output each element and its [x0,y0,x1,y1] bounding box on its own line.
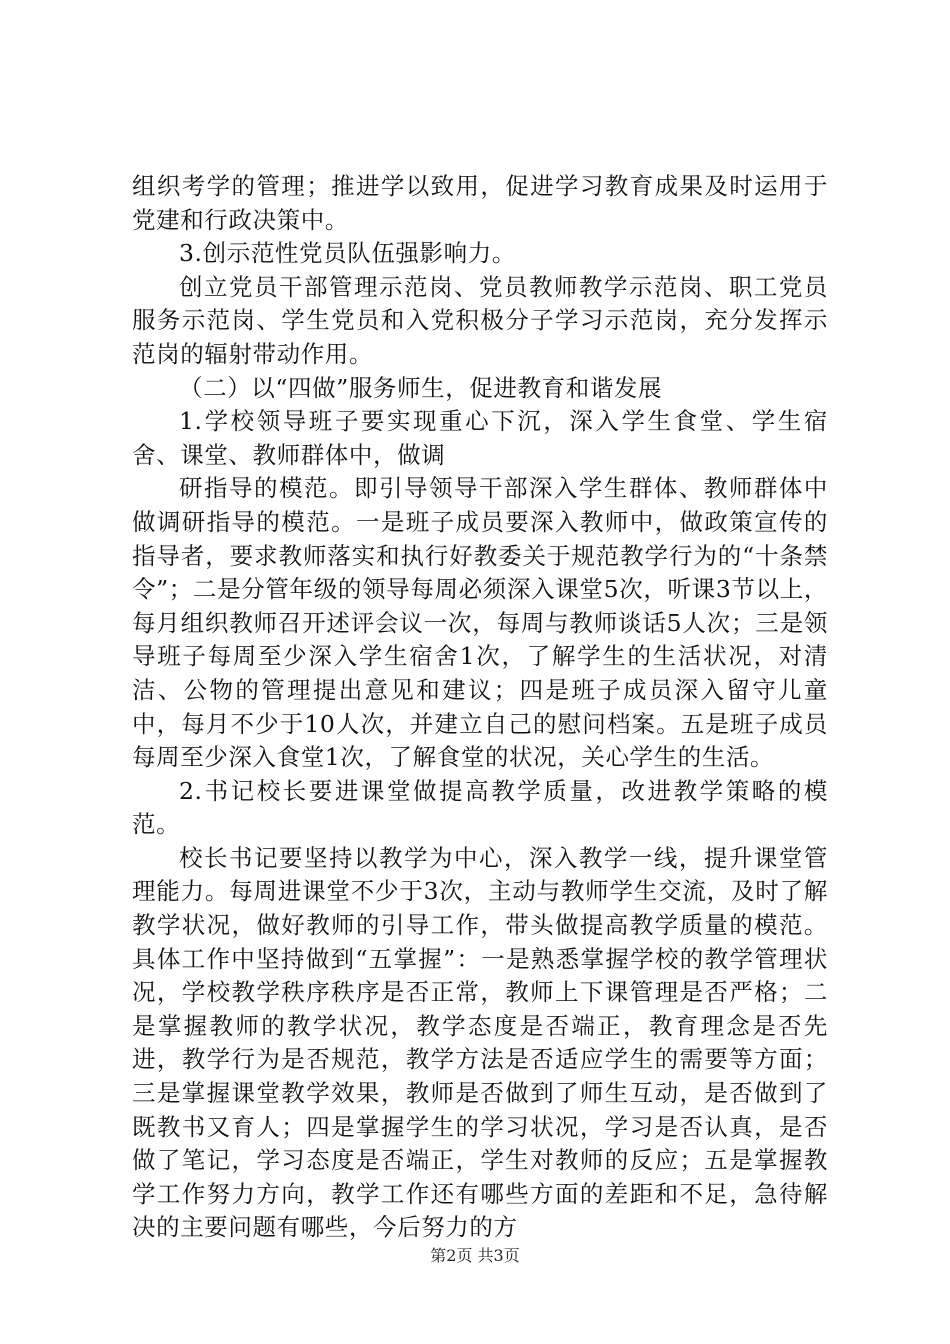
paragraph-5: 2.书记校长要进课堂做提高教学质量，改进教学策略的模范。 [132,776,828,839]
paragraph-1: 组织考学的管理；推进学以致用，促进学习教育成果及时运用于党建和行政决策中。 [132,172,828,234]
section-heading-3: 3.创示范性党员队伍强影响力。 [179,239,516,268]
document-body [132,170,828,1245]
paragraph-6: 校长书记要坚持以教学为中心，深入教学一线，提升课堂管理能力。每周进课堂不少于3次，主动与教师学生交流，及时了解教学状况，做好教师的引导工作，带头做提高教学质量的模范。具体工作中坚持做到“五掌握”：一是熟悉掌握学校的教学管理状况，学校教学秩序秩序是否正常，教师上下课管理是否严格；二是掌握教师的教学状况，教学态度是否端正，教育理念是否先进，教学行为是否规范，教学方法是否适应学生的需要等方面；三是掌握课堂教学效果，教师是否做到了师生互动，是否做到了既教书又育人；四是掌握学生的学习状况，学习是否认真，是否做了笔记，学习态度是否端正，学生对教师的反应；五是掌握教学工作努力方向，教学工作还有哪些方面的差距和不足，急待解决的主要问题有哪些，今后努力的方 [132,843,828,1242]
paragraph-2: 创立党员干部管理示范岗、党员教师教学示范岗、职工党员服务示范岗、学生党员和入党积极分子学习示范岗，充分发挥示范岗的辐射带动作用。 [132,272,828,368]
paragraph-4: 研指导的模范。即引导领导干部深入学生群体、教师群体中做调研指导的模范。一是班子成员要深入教师中，做政策宣传的指导者，要求教师落实和执行好教委关于规范教学行为的“十条禁令”；二是分管年级的领导每周必须深入课堂5次，听课3节以上，每月组织教师召开述评会议一次，每周与教师谈话5人次；三是领导班子每周至少深入学生宿舍1次，了解学生的生活状况，对清洁、公物的管理提出意见和建议；四是班子成员深入留守儿童中，每月不少于10人次，并建立自己的慰问档案。五是班子成员每周至少深入食堂1次，了解食堂的状况，关心学生的生活。 [132,474,828,772]
paragraph-3: 1.学校领导班子要实现重心下沉，深入学生食堂、学生宿舍、课堂、教师群体中，做调 [132,407,828,469]
page-footer: 第2页 共3页 [430,1246,520,1265]
section-heading-2: （二）以“四做”服务师生，促进教育和谐发展 [179,373,663,402]
